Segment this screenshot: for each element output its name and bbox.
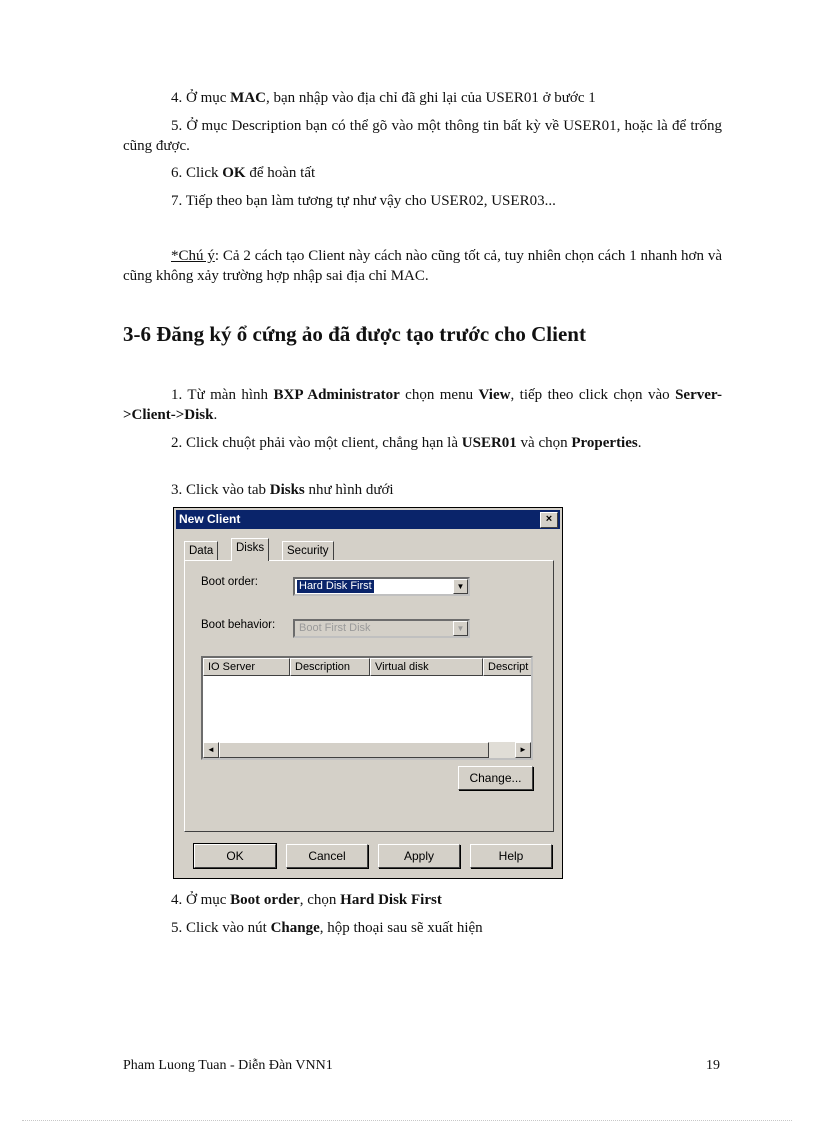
column-header-description[interactable]: Description xyxy=(290,658,370,676)
boot-behavior-value: Boot First Disk xyxy=(299,622,371,634)
ok-button[interactable]: OK xyxy=(194,844,276,868)
tab-data[interactable]: Data xyxy=(184,541,218,561)
text: 4. Ở mục xyxy=(171,90,231,106)
text: , bạn nhập vào địa chỉ đã ghi lại của USER01 ở bước 1 xyxy=(266,90,596,106)
dialog-titlebar xyxy=(176,510,560,529)
bold-text: BXP Administrator xyxy=(273,387,400,403)
boot-behavior-label: Boot behavior: xyxy=(201,619,276,631)
text: . xyxy=(637,435,642,451)
text: 4. Ở mục xyxy=(171,892,231,908)
bold-text: Properties xyxy=(571,435,638,451)
change-button[interactable]: Change... xyxy=(458,766,533,790)
column-header-virtual-disk[interactable]: Virtual disk xyxy=(370,658,483,676)
new-client-dialog xyxy=(173,507,563,879)
boot-order-label: Boot order: xyxy=(201,576,258,588)
text: , hộp thoại sau sẽ xuất hiện xyxy=(319,920,483,936)
bold-text: MAC xyxy=(230,90,266,106)
text: 7. Tiếp theo bạn làm tương tự như vậy cho USER02, USER03... xyxy=(171,193,556,209)
step-5-change xyxy=(123,918,722,938)
note-label: *Chú ý xyxy=(171,248,215,264)
boot-order-value: Hard Disk First xyxy=(299,580,372,592)
bold-text: Change xyxy=(270,920,320,936)
paragraph-step-7 xyxy=(123,191,722,211)
section-heading: 3-6 Đăng ký ổ cứng ảo đã được tạo trước cho Client xyxy=(123,322,586,346)
page-number: 19 xyxy=(706,1058,720,1073)
text: 3. Click vào tab xyxy=(171,482,270,498)
chevron-down-icon[interactable]: ▼ xyxy=(453,579,468,594)
apply-button[interactable]: Apply xyxy=(378,844,460,868)
dialog-title: New Client xyxy=(179,512,241,526)
paragraph-step-5 xyxy=(123,116,722,156)
text: : Cả 2 cách tạo Client này cách nào cũng tốt cả, tuy nhiên chọn cách 1 nhanh hơn và cũng không xảy trường hợp nhập sai địa chỉ MAC. xyxy=(123,248,722,284)
close-icon[interactable]: × xyxy=(540,512,558,528)
note-paragraph xyxy=(123,246,722,286)
disk-list[interactable] xyxy=(201,656,533,760)
cancel-button[interactable]: Cancel xyxy=(286,844,368,868)
text: 5. Ở mục Description bạn có thể gõ vào một thông tin bất kỳ về USER01, hoặc là để trống cũng được. xyxy=(123,118,722,154)
boot-order-select[interactable] xyxy=(293,577,470,596)
help-button[interactable]: Help xyxy=(470,844,552,868)
scroll-right-icon[interactable]: ► xyxy=(515,742,531,758)
footer-author: Pham Luong Tuan - Diễn Đàn VNN1 xyxy=(123,1058,333,1073)
bold-text: Disks xyxy=(269,482,305,498)
text: 1. Từ màn hình xyxy=(171,387,274,403)
tab-security[interactable]: Security xyxy=(282,541,334,561)
bold-text: Server->Client->Disk xyxy=(123,387,722,423)
chevron-down-icon[interactable]: ▼ xyxy=(453,621,468,636)
bold-text: OK xyxy=(222,165,246,181)
text: 2. Click chuột phải vào một client, chẳng hạn là xyxy=(171,435,462,451)
text: để hoàn tất xyxy=(245,165,316,181)
column-header-description-2[interactable]: Descript xyxy=(483,658,533,676)
paragraph-step-6 xyxy=(123,163,722,183)
bottom-rule xyxy=(22,1120,792,1121)
step-2 xyxy=(123,433,722,453)
text: 6. Click xyxy=(171,165,223,181)
step-4-boot-order xyxy=(123,890,722,910)
text: và chọn xyxy=(516,435,572,451)
text: 5. Click vào nút xyxy=(171,920,271,936)
bold-text: Hard Disk First xyxy=(340,892,442,908)
boot-behavior-select[interactable] xyxy=(293,619,470,638)
text: , chọn xyxy=(299,892,341,908)
step-3 xyxy=(123,480,722,500)
column-header-io-server[interactable]: IO Server xyxy=(203,658,290,676)
paragraph-step-4 xyxy=(123,88,722,108)
text: như hình dưới xyxy=(304,482,394,498)
bold-text: View xyxy=(478,387,511,403)
text: , tiếp theo click chọn vào xyxy=(510,387,676,403)
bold-text: Boot order xyxy=(230,892,300,908)
step-1 xyxy=(123,385,722,425)
text: . xyxy=(213,407,218,423)
horizontal-scrollbar[interactable] xyxy=(203,742,531,758)
scrollbar-thumb[interactable] xyxy=(219,742,489,758)
text: chọn menu xyxy=(399,387,479,403)
tab-disks[interactable]: Disks xyxy=(231,538,269,561)
bold-text: USER01 xyxy=(461,435,517,451)
scroll-left-icon[interactable]: ◄ xyxy=(203,742,219,758)
